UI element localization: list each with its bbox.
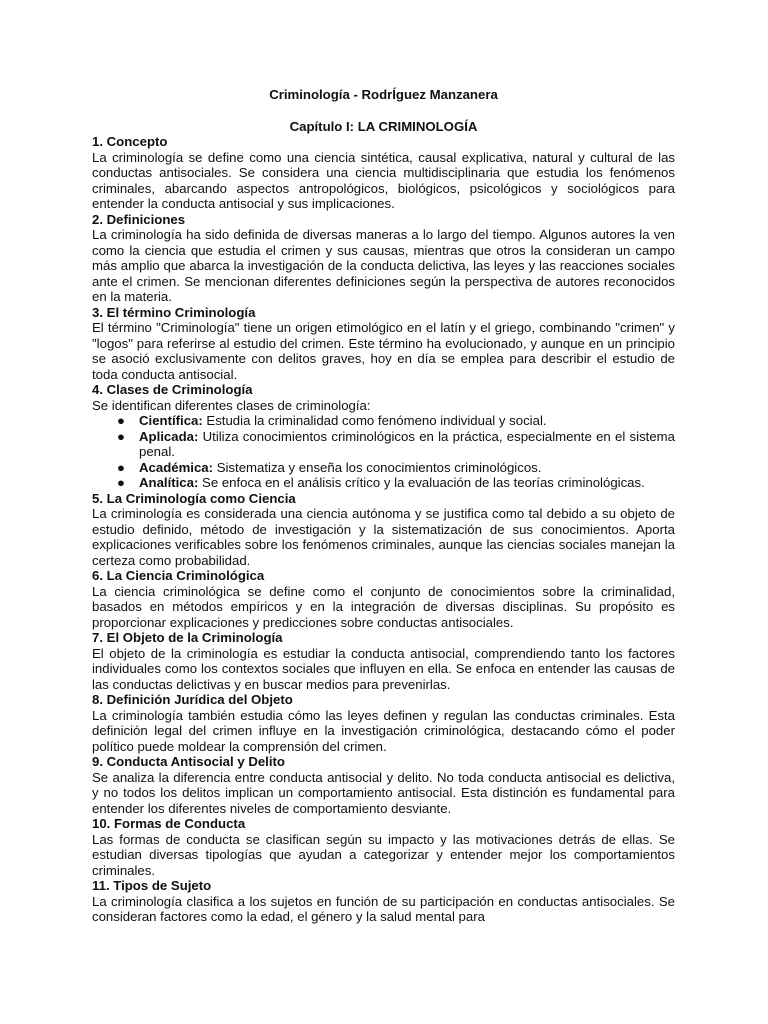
document-content xyxy=(92,134,675,925)
bullet-icon: ● xyxy=(117,475,125,490)
section-definicion-juridica xyxy=(92,692,675,754)
section-heading: 4. Clases de Criminología xyxy=(92,382,253,397)
list-item xyxy=(117,459,675,476)
section-body: Se identifican diferentes clases de criminología: xyxy=(92,397,371,413)
section-concepto xyxy=(92,134,675,212)
section-heading: 10. Formas de Conducta xyxy=(92,816,246,831)
section-heading: 5. La Criminología como Ciencia xyxy=(92,490,296,506)
section-clases xyxy=(92,382,675,491)
bullet-icon: ● xyxy=(117,428,125,444)
bullet-icon: ● xyxy=(117,459,125,475)
bullet-term: Aplicada: xyxy=(139,428,199,444)
section-conducta-antisocial xyxy=(92,754,675,816)
section-body: El término "Criminología" tiene un origen etimológico en el latín y el griego, combinando "crimen" y "logos" para referirse al estudio del crimen. Este término ha evolucionado, y aunque en un principio se asoció exclusivamente con delitos graves, hoy en día se emplea para describir el estudio de toda conducta antisocial. xyxy=(92,320,675,382)
section-body: La ciencia criminológica se define como el conjunto de conocimientos sobre la criminalidad, basados en métodos empíricos y en la integración de diversas disciplinas. Su propósito es proporcionar explicaciones y predicciones sobre conductas antisociales. xyxy=(92,583,675,630)
section-heading: 3. El término Criminología xyxy=(92,304,256,320)
clases-list xyxy=(92,413,675,491)
section-body: La criminología se define como una ciencia sintética, causal explicativa, natural y cultural de las conductas antisociales. Se considera una ciencia multidisciplinaria que estudia los fenómenos criminales, abarcando aspectos antropológicos, biológicos, psicológicos y sociológicos para entender la conducta antisocial y sus implicaciones. xyxy=(92,149,675,211)
section-heading: 1. Concepto xyxy=(92,134,168,149)
bullet-text: Utiliza conocimientos criminológicos en la práctica, especialmente en el sistema penal. xyxy=(139,428,675,459)
section-heading: 9. Conducta Antisocial y Delito xyxy=(92,754,285,769)
list-item xyxy=(117,428,675,460)
section-body: La criminología clasifica a los sujetos en función de su participación en conductas antisociales. Se consideran factores como la edad, el género y la salud mental para xyxy=(92,893,675,924)
section-heading: 7. El Objeto de la Criminología xyxy=(92,630,283,645)
bullet-text: Sistematiza y enseña los conocimientos criminológicos. xyxy=(213,459,542,475)
section-formas-conducta xyxy=(92,816,675,878)
bullet-icon: ● xyxy=(117,413,125,428)
section-ciencia xyxy=(92,491,675,569)
section-objeto xyxy=(92,630,675,692)
section-tipos-sujeto xyxy=(92,878,675,925)
bullet-term: Científica: xyxy=(139,413,203,428)
bullet-term: Analítica: xyxy=(139,475,199,490)
section-heading: 11. Tipos de Sujeto xyxy=(92,878,212,893)
section-body: El objeto de la criminología es estudiar la conducta antisocial, comprendiendo tanto los factores individuales como los contextos sociales que influyen en ella. Se enfoca en entender las causas de las conductas delictivas y en buscar medios para prevenirlas. xyxy=(92,645,675,692)
list-item xyxy=(117,413,675,429)
document-title: Criminología - RodrÍguez Manzanera xyxy=(269,87,498,102)
section-body: La criminología también estudia cómo las leyes definen y regulan las conductas criminales. Esta definición legal del crimen influye en la investigación criminológica, destacando cómo el poder político puede moldear la comprensión del crimen. xyxy=(92,707,675,754)
bullet-text: Estudia la criminalidad como fenómeno individual y social. xyxy=(202,413,547,428)
section-termino xyxy=(92,305,675,383)
section-body: La criminología ha sido definida de diversas maneras a lo largo del tiempo. Algunos autores la ven como la ciencia que estudia el crimen y sus causas, mientras que otros la consideran un campo más amplio que abarca la investigación de la conducta delictiva, las leyes y las reacciones sociales ante el crimen. Se mencionan diferentes definiciones según la perspectiva de autores reconocidos en la materia. xyxy=(92,227,675,304)
section-heading: 6. La Ciencia Criminológica xyxy=(92,568,265,583)
section-body: La criminología es considerada una ciencia autónoma y se justifica como tal debido a su objeto de estudio definido, método de investigación y la sistematización de sus conocimientos. Aporta explicaciones verificables sobre los fenómenos criminales, aunque las ciencias sociales manejan la certeza como probabilidad. xyxy=(92,506,675,568)
bullet-term: Académica: xyxy=(139,459,214,475)
section-ciencia-criminologica xyxy=(92,568,675,630)
bullet-text: Se enfoca en el análisis crítico y la evaluación de las teorías criminológicas. xyxy=(198,475,645,490)
section-body: Se analiza la diferencia entre conducta antisocial y delito. No toda conducta antisocial es delictiva, y no todos los delitos implican un comportamiento antisocial. Esta distinción es fundamental para entender los diferentes niveles de comportamiento desviante. xyxy=(92,769,675,816)
section-heading: 8. Definición Jurídica del Objeto xyxy=(92,692,293,707)
chapter-title: Capítulo I: LA CRIMINOLOGÍA xyxy=(289,119,478,134)
section-body: Las formas de conducta se clasifican según su impacto y las motivaciones detrás de ellas. Se estudian diversas tipologías que ayudan a categorizar y entender mejor los comportamientos criminales. xyxy=(92,831,675,878)
section-definiciones xyxy=(92,212,675,305)
list-item xyxy=(117,475,675,491)
section-heading: 2. Definiciones xyxy=(92,211,186,227)
